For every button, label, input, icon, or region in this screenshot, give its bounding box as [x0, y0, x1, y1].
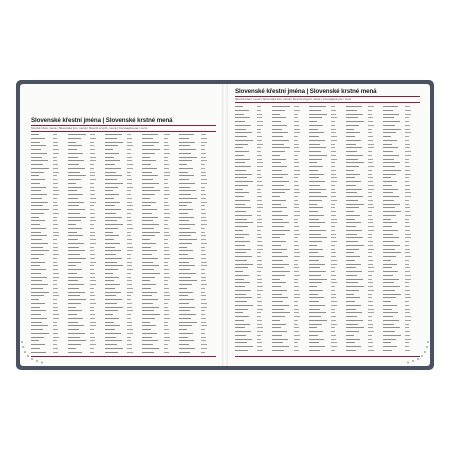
page-title: Slovenské křestní jména | Slovenské krstné mená	[235, 88, 377, 95]
page-subtitle: Slovník křest. mena | Slovenské krst. mená | Slovník prvých. mená | Compagnia per i nomi	[31, 126, 147, 130]
name-column	[272, 106, 308, 354]
subtitle-rule	[31, 131, 216, 132]
name-table-right	[235, 106, 420, 356]
list-item	[68, 352, 104, 356]
name-column	[31, 134, 67, 355]
name-column	[179, 134, 215, 355]
left-page	[20, 84, 225, 366]
list-item	[179, 352, 215, 356]
title-rule	[31, 125, 216, 126]
page-title: Slovenské křestní jména | Slovenské krstné mená	[31, 117, 173, 124]
name-table-left	[31, 134, 216, 356]
right-page	[225, 84, 430, 366]
name-column	[235, 106, 271, 354]
list-item	[105, 352, 141, 356]
corner-perforation	[402, 338, 430, 366]
title-rule	[235, 96, 420, 97]
name-column	[383, 106, 419, 354]
list-item	[235, 350, 271, 354]
list-item	[309, 350, 345, 354]
list-item	[142, 352, 178, 356]
subtitle-rule	[235, 102, 420, 103]
name-column	[68, 134, 104, 355]
name-column	[309, 106, 345, 354]
list-item	[272, 350, 308, 354]
book-gutter	[222, 84, 228, 366]
bottom-rule	[31, 356, 216, 357]
bottom-rule	[235, 356, 420, 357]
name-column	[346, 106, 382, 354]
name-column	[105, 134, 141, 355]
list-item	[346, 350, 382, 354]
corner-perforation	[20, 338, 48, 366]
name-column	[142, 134, 178, 355]
page-subtitle: Slovník křest. mena | Slovenské krst. mená | Slovník prvých. mená | Compagnia per i nomi	[235, 97, 351, 101]
